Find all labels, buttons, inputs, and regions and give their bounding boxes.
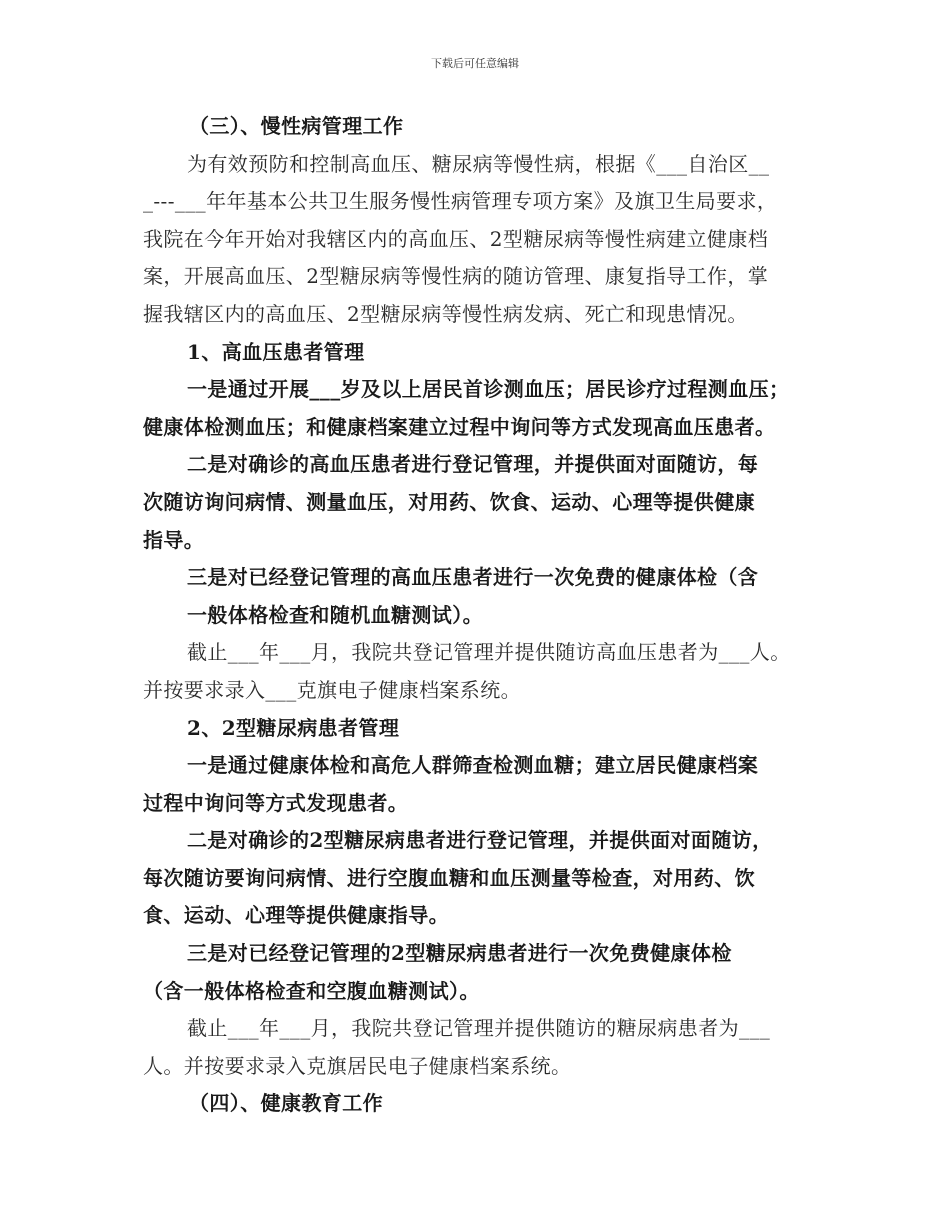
text-line: 健康体检测血压；和健康档案建立过程中询问等方式发现高血压患者。 <box>143 414 776 439</box>
text-line: （含一般体格检查和空腹血糖测试）。 <box>143 978 480 1003</box>
text-line: 食、运动、心理等提供健康指导。 <box>143 903 449 928</box>
text-line: 并按要求录入___克旗电子健康档案系统。 <box>143 677 521 702</box>
text-line: 一是通过健康体检和高危人群筛查检测血糖；建立居民健康档案 <box>187 753 759 778</box>
text-line: 截止___年___月，我院共登记管理并提供随访高血压患者为___人。 <box>187 640 791 665</box>
text-line: 截止___年___月，我院共登记管理并提供随访的糖尿病患者为___ <box>187 1016 771 1041</box>
text-line: 三是对已经登记管理的2型糖尿病患者进行一次免费健康体检 <box>187 941 732 966</box>
text-line: 我院在今年开始对我辖区内的高血压、2型糖尿病等慢性病建立健康档 <box>143 226 769 251</box>
text-line: 2、2型糖尿病患者管理 <box>187 715 400 740</box>
page-header: 下载后可任意编辑 <box>431 57 519 70</box>
text-line: 三是对已经登记管理的高血压患者进行一次免费的健康体检（含 <box>187 565 759 590</box>
text-line: 过程中询问等方式发现患者。 <box>143 790 409 815</box>
document-body <box>143 108 808 1123</box>
text-line: 指导。 <box>143 527 205 552</box>
text-line: （三）、慢性病管理工作 <box>189 114 404 138</box>
text-line: 人。并按要求录入克旗居民电子健康档案系统。 <box>143 1053 572 1078</box>
text-line: 为有效预防和控制高血压、糖尿病等慢性病，根据《___自治区__ <box>187 151 770 176</box>
text-line: 一般体格检查和随机血糖测试）。 <box>187 602 483 627</box>
text-line: 握我辖区内的高血压、2型糖尿病等慢性病发病、死亡和现患情况。 <box>143 301 748 326</box>
text-line: 每次随访要询问病情、进行空腹血糖和血压测量等检查，对用药、饮 <box>143 865 755 890</box>
text-line: 1、高血压患者管理 <box>187 339 365 364</box>
text-line: （四）、健康教育工作 <box>189 1091 383 1116</box>
text-line: _---___年年基本公共卫生服务慢性病管理专项方案》及旗卫生局要求， <box>143 189 778 214</box>
text-line: 案，开展高血压、2型糖尿病等慢性病的随访管理、康复指导工作，掌 <box>143 264 769 289</box>
text-line: 二是对确诊的高血压患者进行登记管理，并提供面对面随访，每 <box>187 452 759 477</box>
text-line: 二是对确诊的2型糖尿病患者进行登记管理，并提供面对面随访， <box>187 828 773 853</box>
text-line: 一是通过开展___岁及以上居民首诊测血压；居民诊疗过程测血压； <box>187 377 790 402</box>
text-line: 次随访询问病情、测量血压，对用药、饮食、运动、心理等提供健康 <box>143 489 755 514</box>
